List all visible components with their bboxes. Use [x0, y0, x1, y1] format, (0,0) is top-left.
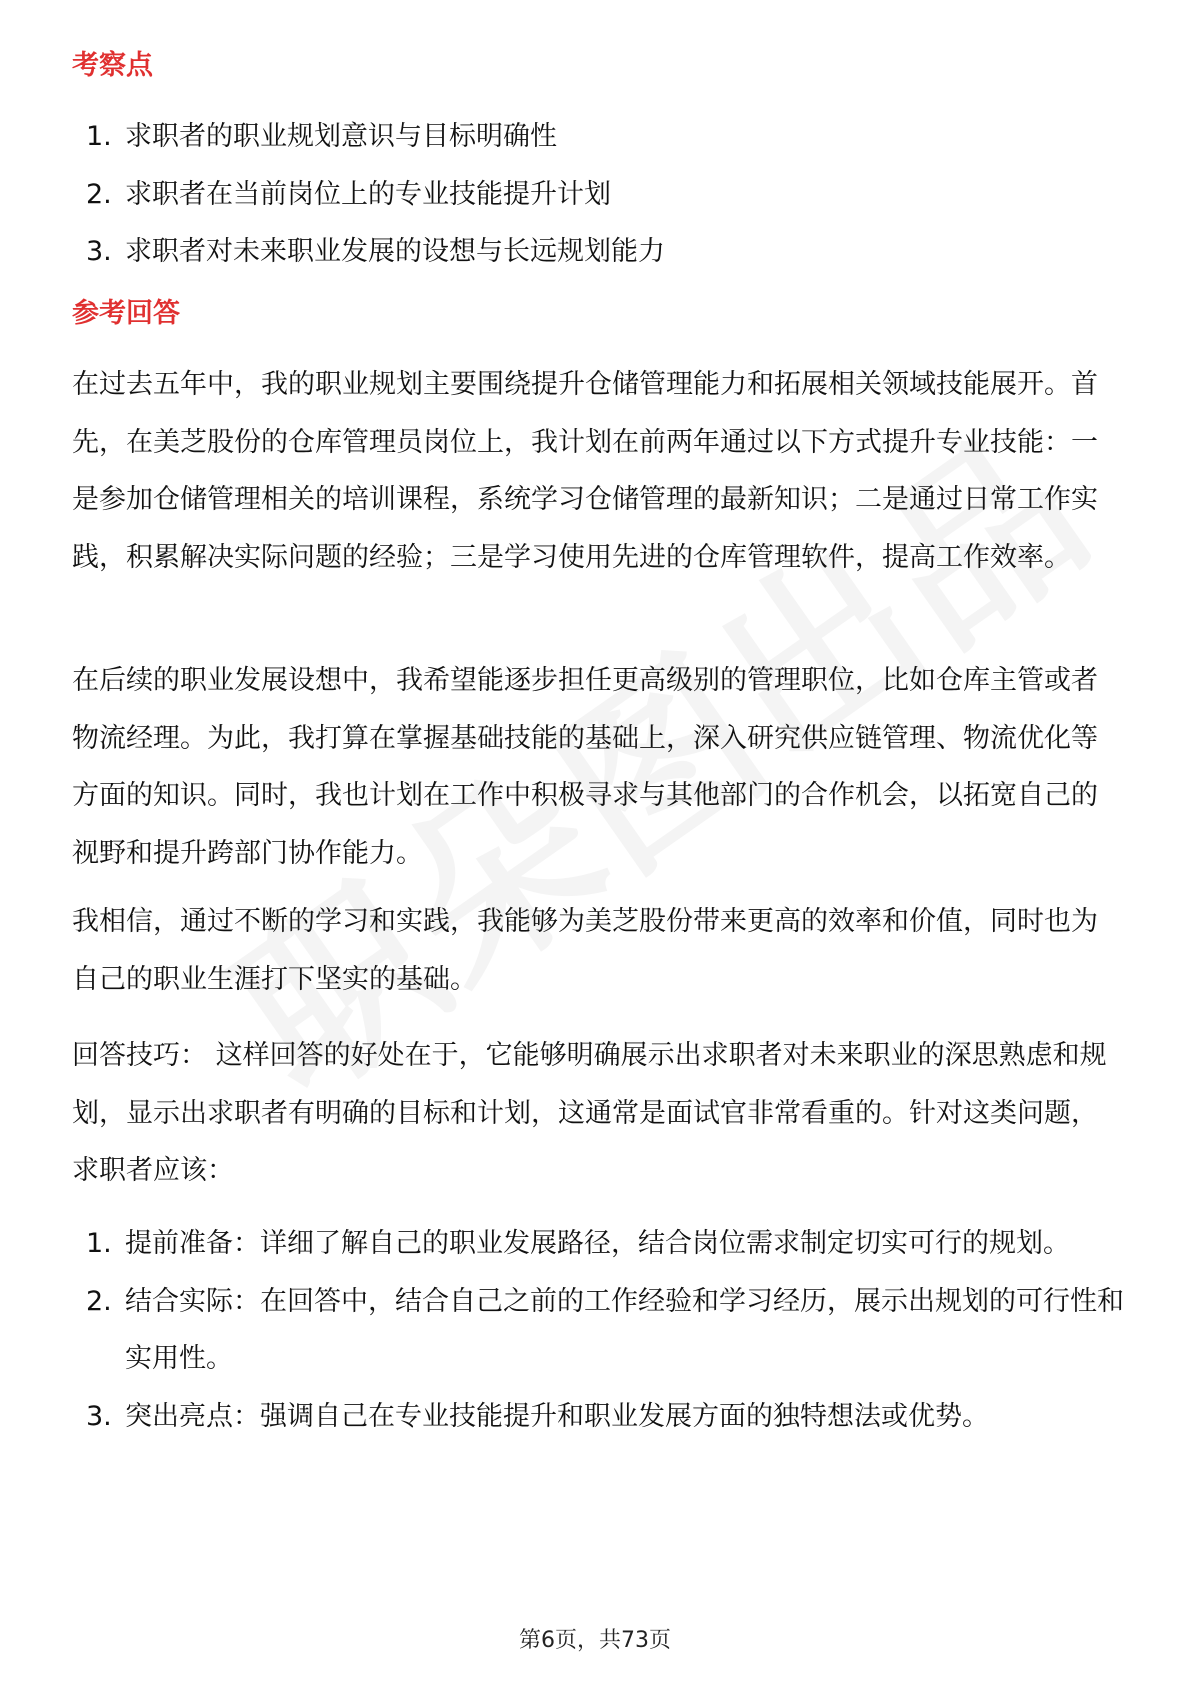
section-title-reference-answer: 参考回答 — [72, 298, 180, 329]
list-item-text: 求职者在当前岗位上的专业技能提升计划 — [125, 178, 611, 210]
list-item-number: 1. — [86, 1228, 112, 1259]
list-item — [72, 166, 1132, 224]
section-title-key-points: 考察点 — [72, 50, 153, 81]
list-item-number: 2. — [86, 1285, 112, 1317]
list-item — [72, 108, 1132, 166]
list-item-text: 结合实际：在回答中，结合自己之前的工作经验和学习经历，展示出规划的可行性和实用性。 — [125, 1285, 1124, 1374]
list-item — [72, 1215, 1132, 1273]
list-item — [72, 1388, 1132, 1446]
list-item-number: 3. — [86, 1400, 112, 1432]
answer-tips-list — [72, 1215, 1132, 1445]
list-item-text: 求职者对未来职业发展的设想与长远规划能力 — [125, 236, 665, 267]
list-item-text: 提前准备：详细了解自己的职业发展路径，结合岗位需求制定切实可行的规划。 — [125, 1228, 1070, 1259]
answer-tips-intro: 回答技巧： 这样回答的好处在于，它能够明确展示出求职者对未来职业的深思熟虑和规划，显示出求职者有明确的目标和计划，这通常是面试官非常看重的。针对这类问题，求职者应该： — [72, 1040, 1107, 1186]
list-item — [72, 223, 1132, 281]
list-item-text: 突出亮点：强调自己在专业技能提升和职业发展方面的独特想法或优势。 — [125, 1400, 989, 1432]
answer-paragraph-1: 在过去五年中，我的职业规划主要围绕提升仓储管理能力和拓展相关领域技能展开。首先，在美芝股份的仓库管理员岗位上，我计划在前两年通过以下方式提升专业技能：一是参加仓储管理相关的培训课程，系统学习仓储管理的最新知识；二是通过日常工作实践，积累解决实际问题的经验；三是学习使用先进的仓库管理软件，提高工作效率。 — [72, 369, 1098, 573]
list-item-number: 3. — [86, 236, 112, 267]
list-item — [72, 1273, 1132, 1388]
list-item-number: 2. — [86, 178, 112, 210]
answer-paragraph-3: 我相信，通过不断的学习和实践，我能够为美芝股份带来更高的效率和价值，同时也为自己的职业生涯打下坚实的基础。 — [72, 906, 1098, 995]
key-points-list — [72, 108, 1132, 281]
list-item-number: 1. — [86, 121, 112, 152]
list-item-text: 求职者的职业规划意识与目标明确性 — [125, 121, 557, 152]
page-number: 第6页，共73页 — [519, 1628, 671, 1653]
answer-paragraph-2: 在后续的职业发展设想中，我希望能逐步担任更高级别的管理职位，比如仓库主管或者物流经理。为此，我打算在掌握基础技能的基础上，深入研究供应链管理、物流优化等方面的知识。同时，我也计划在工作中积极寻求与其他部门的合作机会，以拓宽自己的视野和提升跨部门协作能力。 — [72, 665, 1098, 869]
